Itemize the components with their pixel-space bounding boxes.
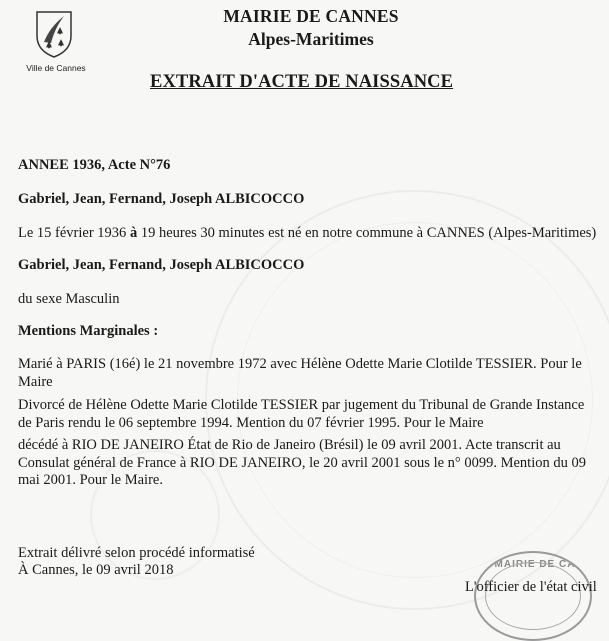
act-number: ANNEE 1936, Acte N°76: [18, 157, 171, 173]
mention-death: décédé à RIO DE JANEIRO État de Rio de Janeiro (Brésil) le 09 avril 2001. Acte transcrit au Consulat général de France à RIO DE JANEIRO, le 20 avril 2001 sous le n° 0099. Mention du 09 mai 2001. Pour le Maire.: [18, 437, 586, 488]
city-logo: [20, 10, 92, 78]
person-name: Gabriel, Jean, Fernand, Joseph ALBICOCCO: [18, 191, 305, 207]
birth-statement: [18, 225, 596, 242]
sex-statement: du sexe Masculin: [18, 291, 120, 307]
mairie-title: MAIRIE DE CANNES: [223, 6, 399, 26]
logo-caption: Ville de Cannes: [26, 63, 86, 73]
signature-title: L'officier de l'état civil: [465, 579, 597, 595]
department-title: Alpes-Maritimes: [248, 29, 374, 49]
official-stamp: [474, 551, 592, 641]
birth-text-3: 19 heures 30 minutes est né en notre commune à CANNES (Alpes-Maritimes): [137, 225, 597, 241]
person-name-repeat: Gabriel, Jean, Fernand, Joseph ALBICOCCO: [18, 257, 305, 273]
document-title: EXTRAIT D'ACTE DE NAISSANCE: [150, 72, 454, 92]
birth-text-1: Le 15 février 1936: [18, 225, 130, 241]
birth-text-2: à: [129, 225, 138, 241]
city-crest-icon: [34, 10, 74, 58]
stamp-text: MAIRIE DE CA: [494, 559, 576, 570]
mentions-heading: Mentions Marginales :: [18, 323, 159, 339]
mention-marriage: Marié à PARIS (16é) le 21 novembre 1972 avec Hélène Odette Marie Clotilde TESSIER. Pour le Maire: [18, 356, 582, 390]
issuance-date: À Cannes, le 09 avril 2018: [18, 562, 174, 578]
issuance-note: Extrait délivré selon procédé informatisé: [18, 545, 255, 561]
mention-divorce: Divorcé de Hélène Odette Marie Clotilde TESSIER par jugement du Tribunal de Grande Instance de Paris rendu le 06 septembre 1994. Mention du 07 février 1995. Pour le Maire: [18, 397, 585, 431]
